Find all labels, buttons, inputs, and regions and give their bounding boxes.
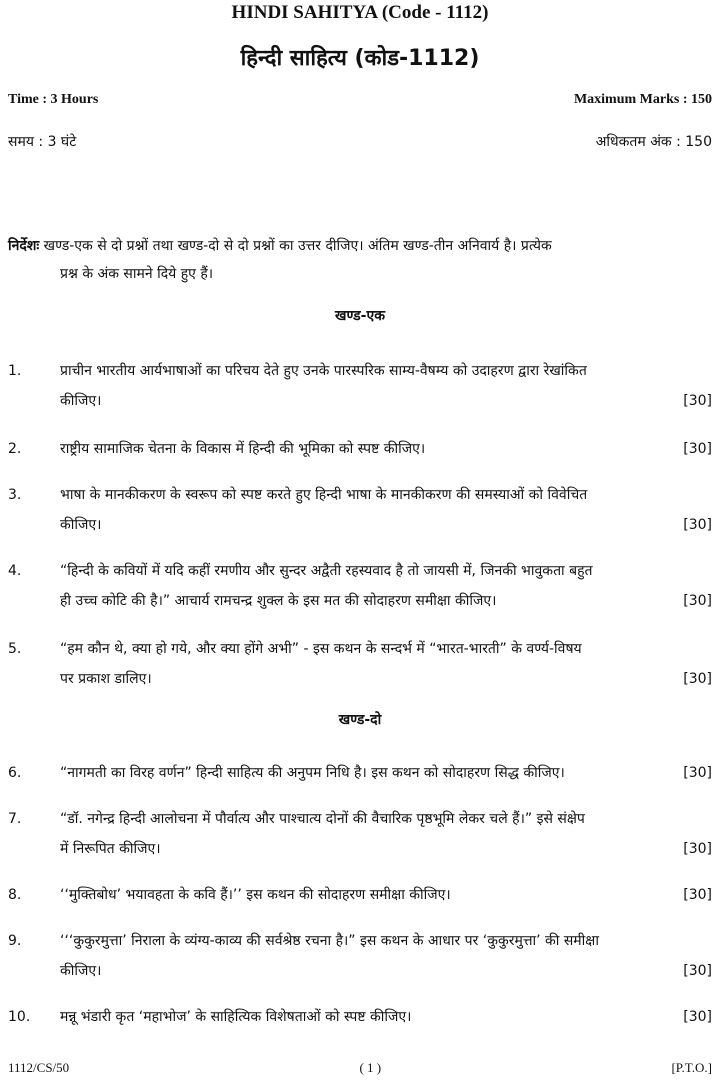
- question-item: [8, 434, 712, 464]
- footer: [8, 1060, 712, 1076]
- question-last-line: [60, 880, 712, 910]
- question-text: [60, 480, 712, 540]
- question-line: “नागमती का विरह वर्णन” हिन्दी साहित्य की अनुपम निधि है। इस कथन को सोदाहरण सिद्ध कीजिए।: [60, 765, 565, 781]
- meta-row-english: [8, 92, 712, 108]
- question-marks: [30]: [683, 517, 712, 533]
- question-text: [60, 434, 712, 464]
- question-line: ‘‘मुक्तिबोध’ भयावहता के कवि हैं।’’ इस कथन की सोदाहरण समीक्षा कीजिए।: [60, 887, 451, 903]
- question-item: [8, 880, 712, 910]
- question-line: मन्नू भंडारी कृत ‘महाभोज’ के साहित्यिक विशेषताओं को स्पष्ट कीजिए।: [60, 1009, 412, 1025]
- max-marks-hindi: अधिकतम अंक : 150: [595, 134, 712, 150]
- question-number: 3.: [8, 487, 22, 503]
- question-text: [60, 556, 712, 616]
- instructions-line-1: खण्ड-एक से दो प्रश्नों तथा खण्ड-दो से दो प्रश्नों का उत्तर दीजिए। अंतिम खण्ड-तीन अनिवार्य है। प्रत्येक: [39, 238, 552, 254]
- question-number: 9.: [8, 933, 22, 949]
- time-english: Time : 3 Hours: [8, 92, 99, 107]
- question-item: [8, 926, 712, 986]
- question-last-line: [60, 386, 712, 416]
- question-marks: [30]: [683, 441, 712, 457]
- question-number: 2.: [8, 441, 22, 457]
- instructions-label: निर्देशः: [8, 238, 40, 254]
- question-text: [60, 356, 712, 416]
- question-last-line: [60, 1002, 712, 1032]
- question-line: “डॉ. नगेन्द्र हिन्दी आलोचना में पौर्वात्य और पाश्चात्य दोनों की वैचारिक पृष्ठभूमि लेकर चले हैं।” इसे संक्षेप: [60, 811, 585, 827]
- question-text: [60, 1002, 712, 1032]
- question-item: [8, 480, 712, 540]
- question-line: कीजिए।: [60, 963, 102, 979]
- question-text: [60, 926, 712, 986]
- question-marks: [30]: [683, 593, 712, 609]
- question-marks: [30]: [683, 887, 712, 903]
- question-last-line: [60, 956, 712, 986]
- pto-label: [P.T.O.]: [671, 1060, 712, 1075]
- question-last-line: [60, 758, 712, 788]
- question-marks: [30]: [683, 1009, 712, 1025]
- question-line: भाषा के मानकीकरण के स्वरूप को स्पष्ट करते हुए हिन्दी भाषा के मानकीकरण की समस्याओं को विवेचित: [60, 487, 588, 503]
- question-text: [60, 804, 712, 864]
- question-last-line: [60, 834, 712, 864]
- question-last-line: [60, 664, 712, 694]
- question-number: 8.: [8, 887, 22, 903]
- question-number: 6.: [8, 765, 22, 781]
- max-marks-english: Maximum Marks : 150: [573, 92, 712, 107]
- title-english: HINDI SAHITYA (Code - 1112): [231, 2, 489, 23]
- instructions: [8, 232, 712, 288]
- question-marks: [30]: [683, 841, 712, 857]
- question-line: “हिन्दी के कवियों में यदि कहीं रमणीय और सुन्दर अद्वैती रहस्यवाद है तो जायसी में, जिनकी भावुकता बहुत: [60, 563, 593, 579]
- question-text: [60, 880, 712, 910]
- question-number: 1.: [8, 363, 22, 379]
- question-line: में निरूपित कीजिए।: [60, 841, 161, 857]
- instructions-line-2: प्रश्न के अंक सामने दिये हुए हैं।: [60, 266, 214, 282]
- section-heading: खण्ड-दो: [338, 712, 382, 728]
- question-marks: [30]: [683, 393, 712, 409]
- question-line: कीजिए।: [60, 393, 102, 409]
- question-text: [60, 634, 712, 694]
- meta-row-hindi: [8, 132, 712, 151]
- question-marks: [30]: [683, 765, 712, 781]
- question-number: 5.: [8, 641, 22, 657]
- question-text: [60, 758, 712, 788]
- question-item: [8, 356, 712, 416]
- question-line: कीजिए।: [60, 517, 102, 533]
- question-marks: [30]: [683, 963, 712, 979]
- question-last-line: [60, 586, 712, 616]
- question-last-line: [60, 510, 712, 540]
- question-line: पर प्रकाश डालिए।: [60, 671, 152, 687]
- question-marks: [30]: [683, 671, 712, 687]
- question-number: 7.: [8, 811, 22, 827]
- question-item: [8, 1002, 712, 1032]
- question-item: [8, 758, 712, 788]
- time-hindi: समय : 3 घंटे: [8, 134, 77, 150]
- page-number: ( 1 ): [359, 1060, 382, 1075]
- question-line: राष्ट्रीय सामाजिक चेतना के विकास में हिन्दी की भूमिका को स्पष्ट कीजिए।: [60, 441, 426, 457]
- question-item: [8, 804, 712, 864]
- question-item: [8, 634, 712, 694]
- question-line: प्राचीन भारतीय आर्यभाषाओं का परिचय देते हुए उनके पारस्परिक साम्य-वैषम्य को उदाहरण द्वारा रेखांकित: [60, 363, 587, 379]
- question-line: ‘‘‘कुकुरमुत्ता’ निराला के व्यंग्य-काव्य की सर्वश्रेष्ठ रचना है।” इस कथन के आधार पर ‘कुकुरमुत्ता’ की समीक्षा: [60, 933, 599, 949]
- question-number: 10.: [8, 1009, 31, 1025]
- question-item: [8, 556, 712, 616]
- question-last-line: [60, 434, 712, 464]
- section-heading: खण्ड-एक: [335, 308, 385, 324]
- question-number: 4.: [8, 563, 22, 579]
- question-line: “हम कौन थे, क्या हो गये, और क्या होंगे अभी” - इस कथन के सन्दर्भ में “भारत-भारती” के वर्ण्य-विषय: [60, 641, 582, 657]
- paper-code: 1112/CS/50: [8, 1060, 70, 1075]
- question-line: ही उच्च कोटि की है।” आचार्य रामचन्द्र शुक्ल के इस मत की सोदाहरण समीक्षा कीजिए।: [60, 593, 497, 609]
- title-hindi: हिन्दी साहित्य (कोड-1112): [240, 46, 480, 71]
